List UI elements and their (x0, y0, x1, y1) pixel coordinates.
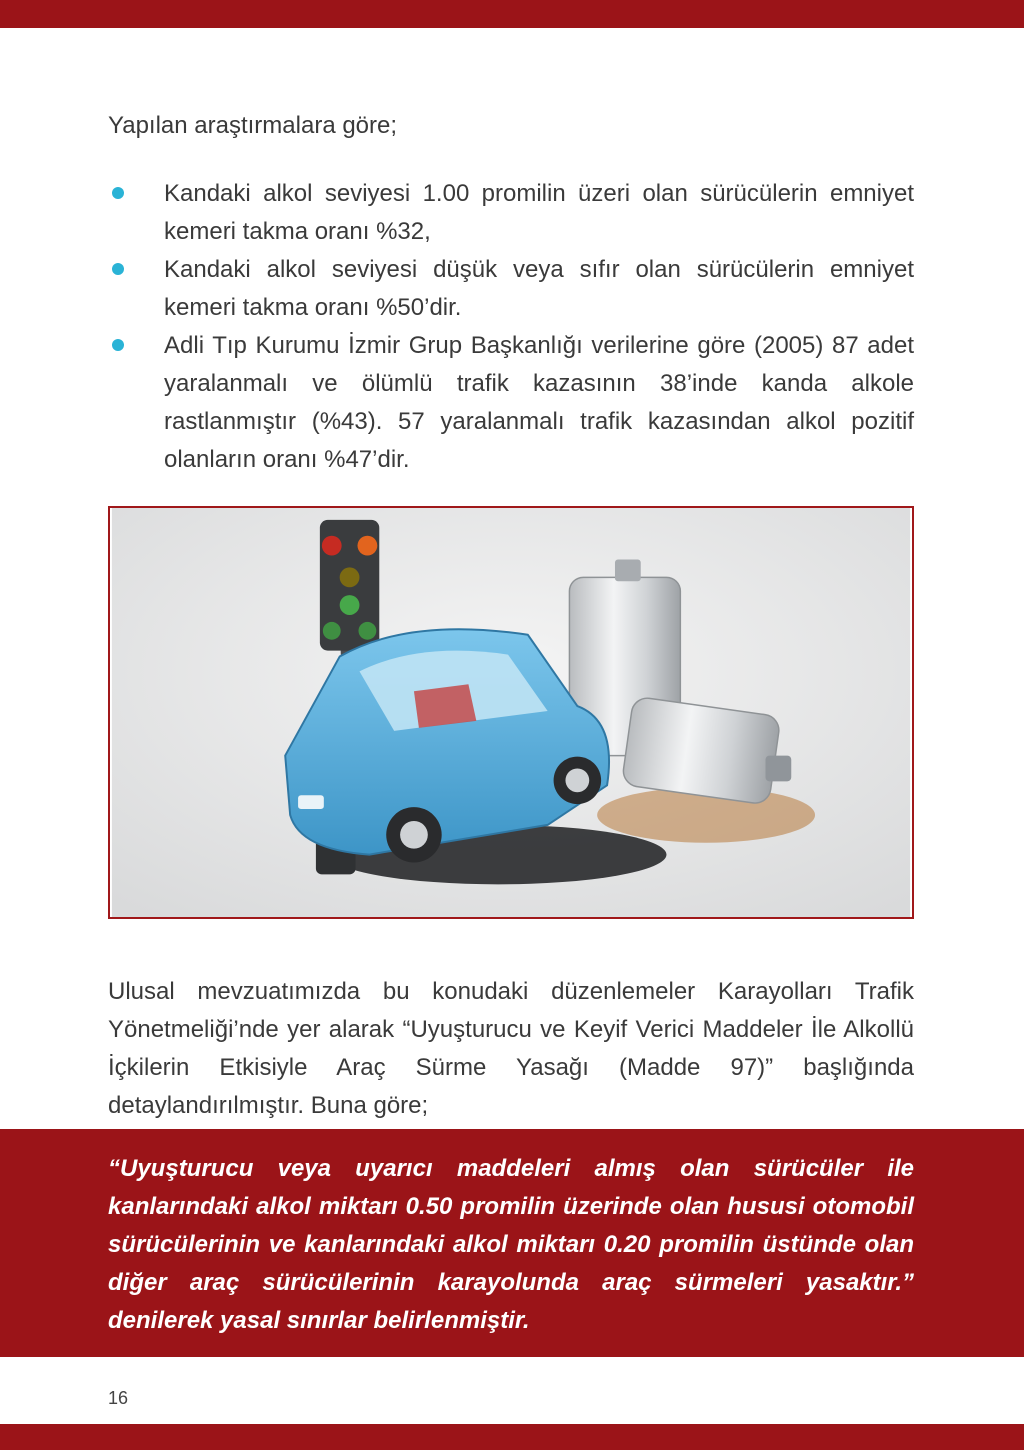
list-item-text: Kandaki alkol seviyesi düşük veya sıfır olan sürücülerin emniyet kemeri takma oranı %50’dir. (164, 256, 914, 321)
list-item (108, 251, 914, 327)
bullet-dot-icon (112, 263, 124, 275)
legal-quote: “Uyuşturucu veya uyarıcı maddeleri almış olan sürücüler ile kanlarındaki alkol miktarı 0.50 promilin üzerinde olan hususi otomobil sürücülerinin ve kanlarındaki alkol miktarı 0.20 promilin üstünde olan diğer araç sürücülerinin karayolunda araç sürmeleri yasaktır.” denilerek yasal sınırlar belirlenmiştir. (108, 1155, 914, 1334)
illustration-frame (108, 506, 914, 919)
page-number: 16 (108, 1388, 129, 1408)
bottom-brand-bar (0, 1424, 1024, 1450)
list-item (108, 327, 914, 479)
list-item-text: Kandaki alkol seviyesi 1.00 promilin üzeri olan sürücülerin emniyet kemeri takma oranı %32, (164, 180, 914, 245)
intro-line: Yapılan araştırmalara göre; (108, 112, 398, 139)
bullet-dot-icon (112, 339, 124, 351)
list-item (108, 175, 914, 251)
crash-illustration (110, 508, 912, 917)
bullet-dot-icon (112, 187, 124, 199)
top-brand-bar (0, 0, 1024, 28)
statistics-list (108, 175, 914, 479)
regulation-paragraph: Ulusal mevzuatımızda bu konudaki düzenlemeler Karayolları Trafik Yönetmeliği’nde yer alarak “Uyuşturucu ve Keyif Verici Maddeler İle Alkollü İçkilerin Etkisiyle Araç Sürme Yasağı (Madde 97)” başlığında detaylandırılmıştır. Buna göre; (108, 978, 914, 1119)
list-item-text: Adli Tıp Kurumu İzmir Grup Başkanlığı verilerine göre (2005) 87 adet yaralanmalı ve ölümlü trafik kazasının 38’inde kanda alkole rastlanmıştır (%43). 57 yaralanmalı trafik kazasından alkol pozitif olanların oranı %47’dir. (164, 332, 914, 473)
